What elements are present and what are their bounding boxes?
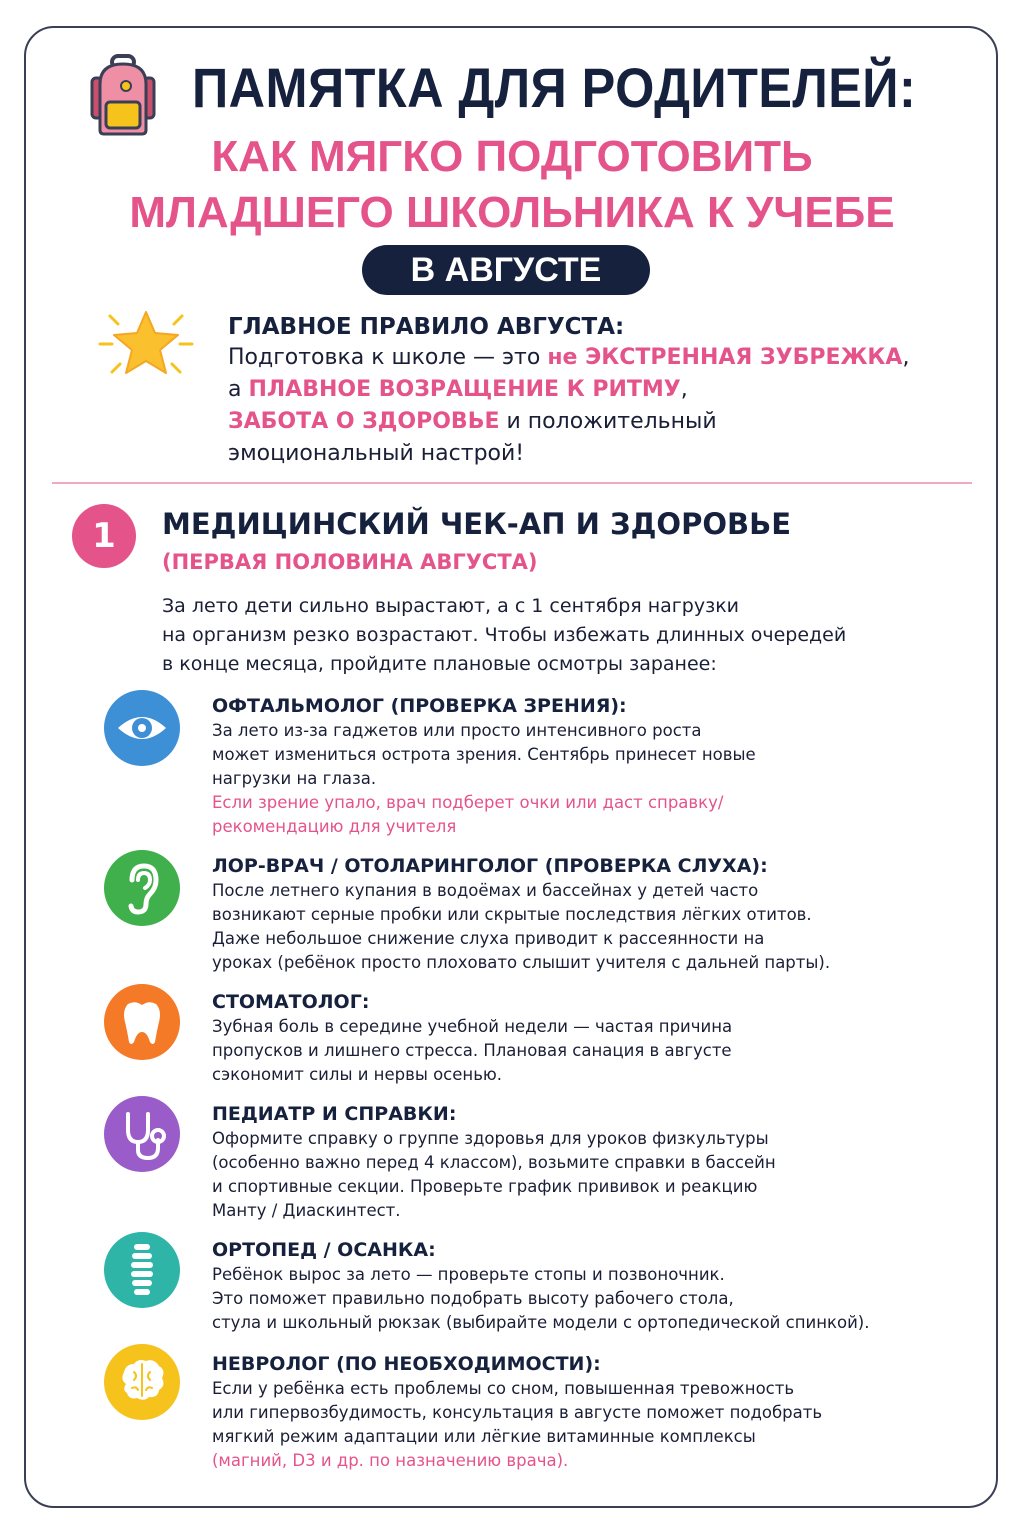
item-line: Это поможет правильно подобрать высоту рабочего стола,	[212, 1289, 734, 1308]
rule-text-4: ,	[680, 377, 688, 402]
page-subtitle-line-2: МЛАДШЕГО ШКОЛЬНИКА К УЧЕБЕ	[129, 188, 895, 237]
item-line: Манту / Диаскинтест.	[212, 1201, 401, 1220]
item-title: СТОМАТОЛОГ:	[212, 991, 370, 1013]
intro-line: в конце месяца, пройдите плановые осмотры заранее:	[162, 653, 717, 675]
ear-icon	[104, 850, 180, 926]
item-note: рекомендацию для учителя	[212, 817, 457, 836]
star-icon	[96, 306, 196, 382]
item-line: Ребёнок вырос за лето — проверьте стопы и позвоночник.	[212, 1265, 725, 1284]
rule-highlight-2: ПЛАВНОЕ ВОЗРАЩЕНИЕ К РИТМУ	[248, 377, 681, 402]
checkup-item-ent	[212, 854, 972, 975]
item-line: может измениться острота зрения. Сентябрь принесет новые	[212, 745, 756, 764]
item-note: (магний, D3 и др. по назначению врача).	[212, 1451, 569, 1470]
rule-text-5: и положительный	[499, 409, 717, 434]
main-rule	[228, 312, 968, 470]
rule-text-6: эмоциональный настрой!	[228, 441, 525, 466]
checkup-item-ophthalmologist	[212, 694, 972, 839]
item-line: и спортивные секции. Проверьте график прививок и реакцию	[212, 1177, 758, 1196]
item-title: НЕВРОЛОГ (ПО НЕОБХОДИМОСТИ):	[212, 1353, 601, 1375]
item-line: Если у ребёнка есть проблемы со сном, повышенная тревожность	[212, 1379, 795, 1398]
tooth-icon	[104, 984, 180, 1060]
section-intro	[162, 592, 962, 679]
spine-icon	[104, 1232, 180, 1308]
page-subtitle-line-1: КАК МЯГКО ПОДГОТОВИТЬ	[211, 132, 813, 181]
checkup-item-dentist	[212, 990, 972, 1087]
item-line: нагрузки на глаза.	[212, 769, 377, 788]
month-pill: В АВГУСТЕ	[362, 245, 650, 295]
item-line: возникают серные пробки или скрытые последствия лёгких отитов.	[212, 905, 812, 924]
item-line: За лето из-за гаджетов или просто интенсивного роста	[212, 721, 702, 740]
section-period: (ПЕРВАЯ ПОЛОВИНА АВГУСТА)	[162, 550, 538, 574]
item-title: ОФТАЛЬМОЛОГ (ПРОВЕРКА ЗРЕНИЯ):	[212, 695, 627, 717]
section-title: МЕДИЦИНСКИЙ ЧЕК-АП И ЗДОРОВЬЕ	[162, 507, 792, 541]
main-rule-heading: ГЛАВНОЕ ПРАВИЛО АВГУСТА:	[228, 314, 625, 340]
section-number-badge: 1	[72, 504, 136, 568]
rule-text-2: ,	[902, 345, 910, 370]
stethoscope-icon	[104, 1096, 180, 1172]
intro-line: на организм резко возрастают. Чтобы избежать длинных очередей	[162, 624, 847, 646]
checkup-item-pediatrician	[212, 1102, 972, 1223]
item-line: уроках (ребёнок просто плоховато слышит учителя с дальней парты).	[212, 953, 831, 972]
item-title: ОРТОПЕД / ОСАНКА:	[212, 1239, 436, 1261]
checkup-item-neurologist	[212, 1352, 972, 1473]
rule-highlight-3: ЗАБОТА О ЗДОРОВЬЕ	[228, 409, 500, 434]
item-line: сэкономит силы и нервы осенью.	[212, 1065, 503, 1084]
item-line: пропусков и лишнего стресса. Плановая санация в августе	[212, 1041, 732, 1060]
item-line: мягкий режим адаптации или лёгкие витаминные комплексы	[212, 1427, 756, 1446]
item-title: ПЕДИАТР И СПРАВКИ:	[212, 1103, 457, 1125]
main-rule-text	[228, 342, 968, 470]
item-line: После летнего купания в водоёмах и бассейнах у детей часто	[212, 881, 759, 900]
divider	[52, 482, 972, 484]
checkup-item-orthopedist	[212, 1238, 972, 1335]
item-line: (особенно важно перед 4 классом), возьмите справки в бассейн	[212, 1153, 776, 1172]
rule-text-3: а	[228, 377, 249, 402]
eye-icon	[104, 690, 180, 766]
intro-line: За лето дети сильно вырастают, а с 1 сентября нагрузки	[162, 595, 740, 617]
backpack-icon	[88, 54, 158, 138]
rule-highlight-1: не ЭКСТРЕННАЯ ЗУБРЕЖКА	[547, 345, 903, 370]
item-line: или гипервозбудимость, консультация в августе поможет подобрать	[212, 1403, 823, 1422]
item-line: Зубная боль в середине учебной недели — частая причина	[212, 1017, 733, 1036]
item-title: ЛОР-ВРАЧ / ОТОЛАРИНГОЛОГ (ПРОВЕРКА СЛУХА):	[212, 855, 768, 877]
item-line: стула и школьный рюкзак (выбирайте модели с ортопедической спинкой).	[212, 1313, 870, 1332]
item-note: Если зрение упало, врач подберет очки или даст справку/	[212, 793, 724, 812]
page-title: ПАМЯТКА ДЛЯ РОДИТЕЛЕЙ:	[192, 56, 917, 119]
item-line: Даже небольшое снижение слуха приводит к рассеянности на	[212, 929, 765, 948]
rule-text-1: Подготовка к школе — это	[228, 345, 548, 370]
brain-icon	[104, 1344, 180, 1420]
item-line: Оформите справку о группе здоровья для уроков физкультуры	[212, 1129, 769, 1148]
